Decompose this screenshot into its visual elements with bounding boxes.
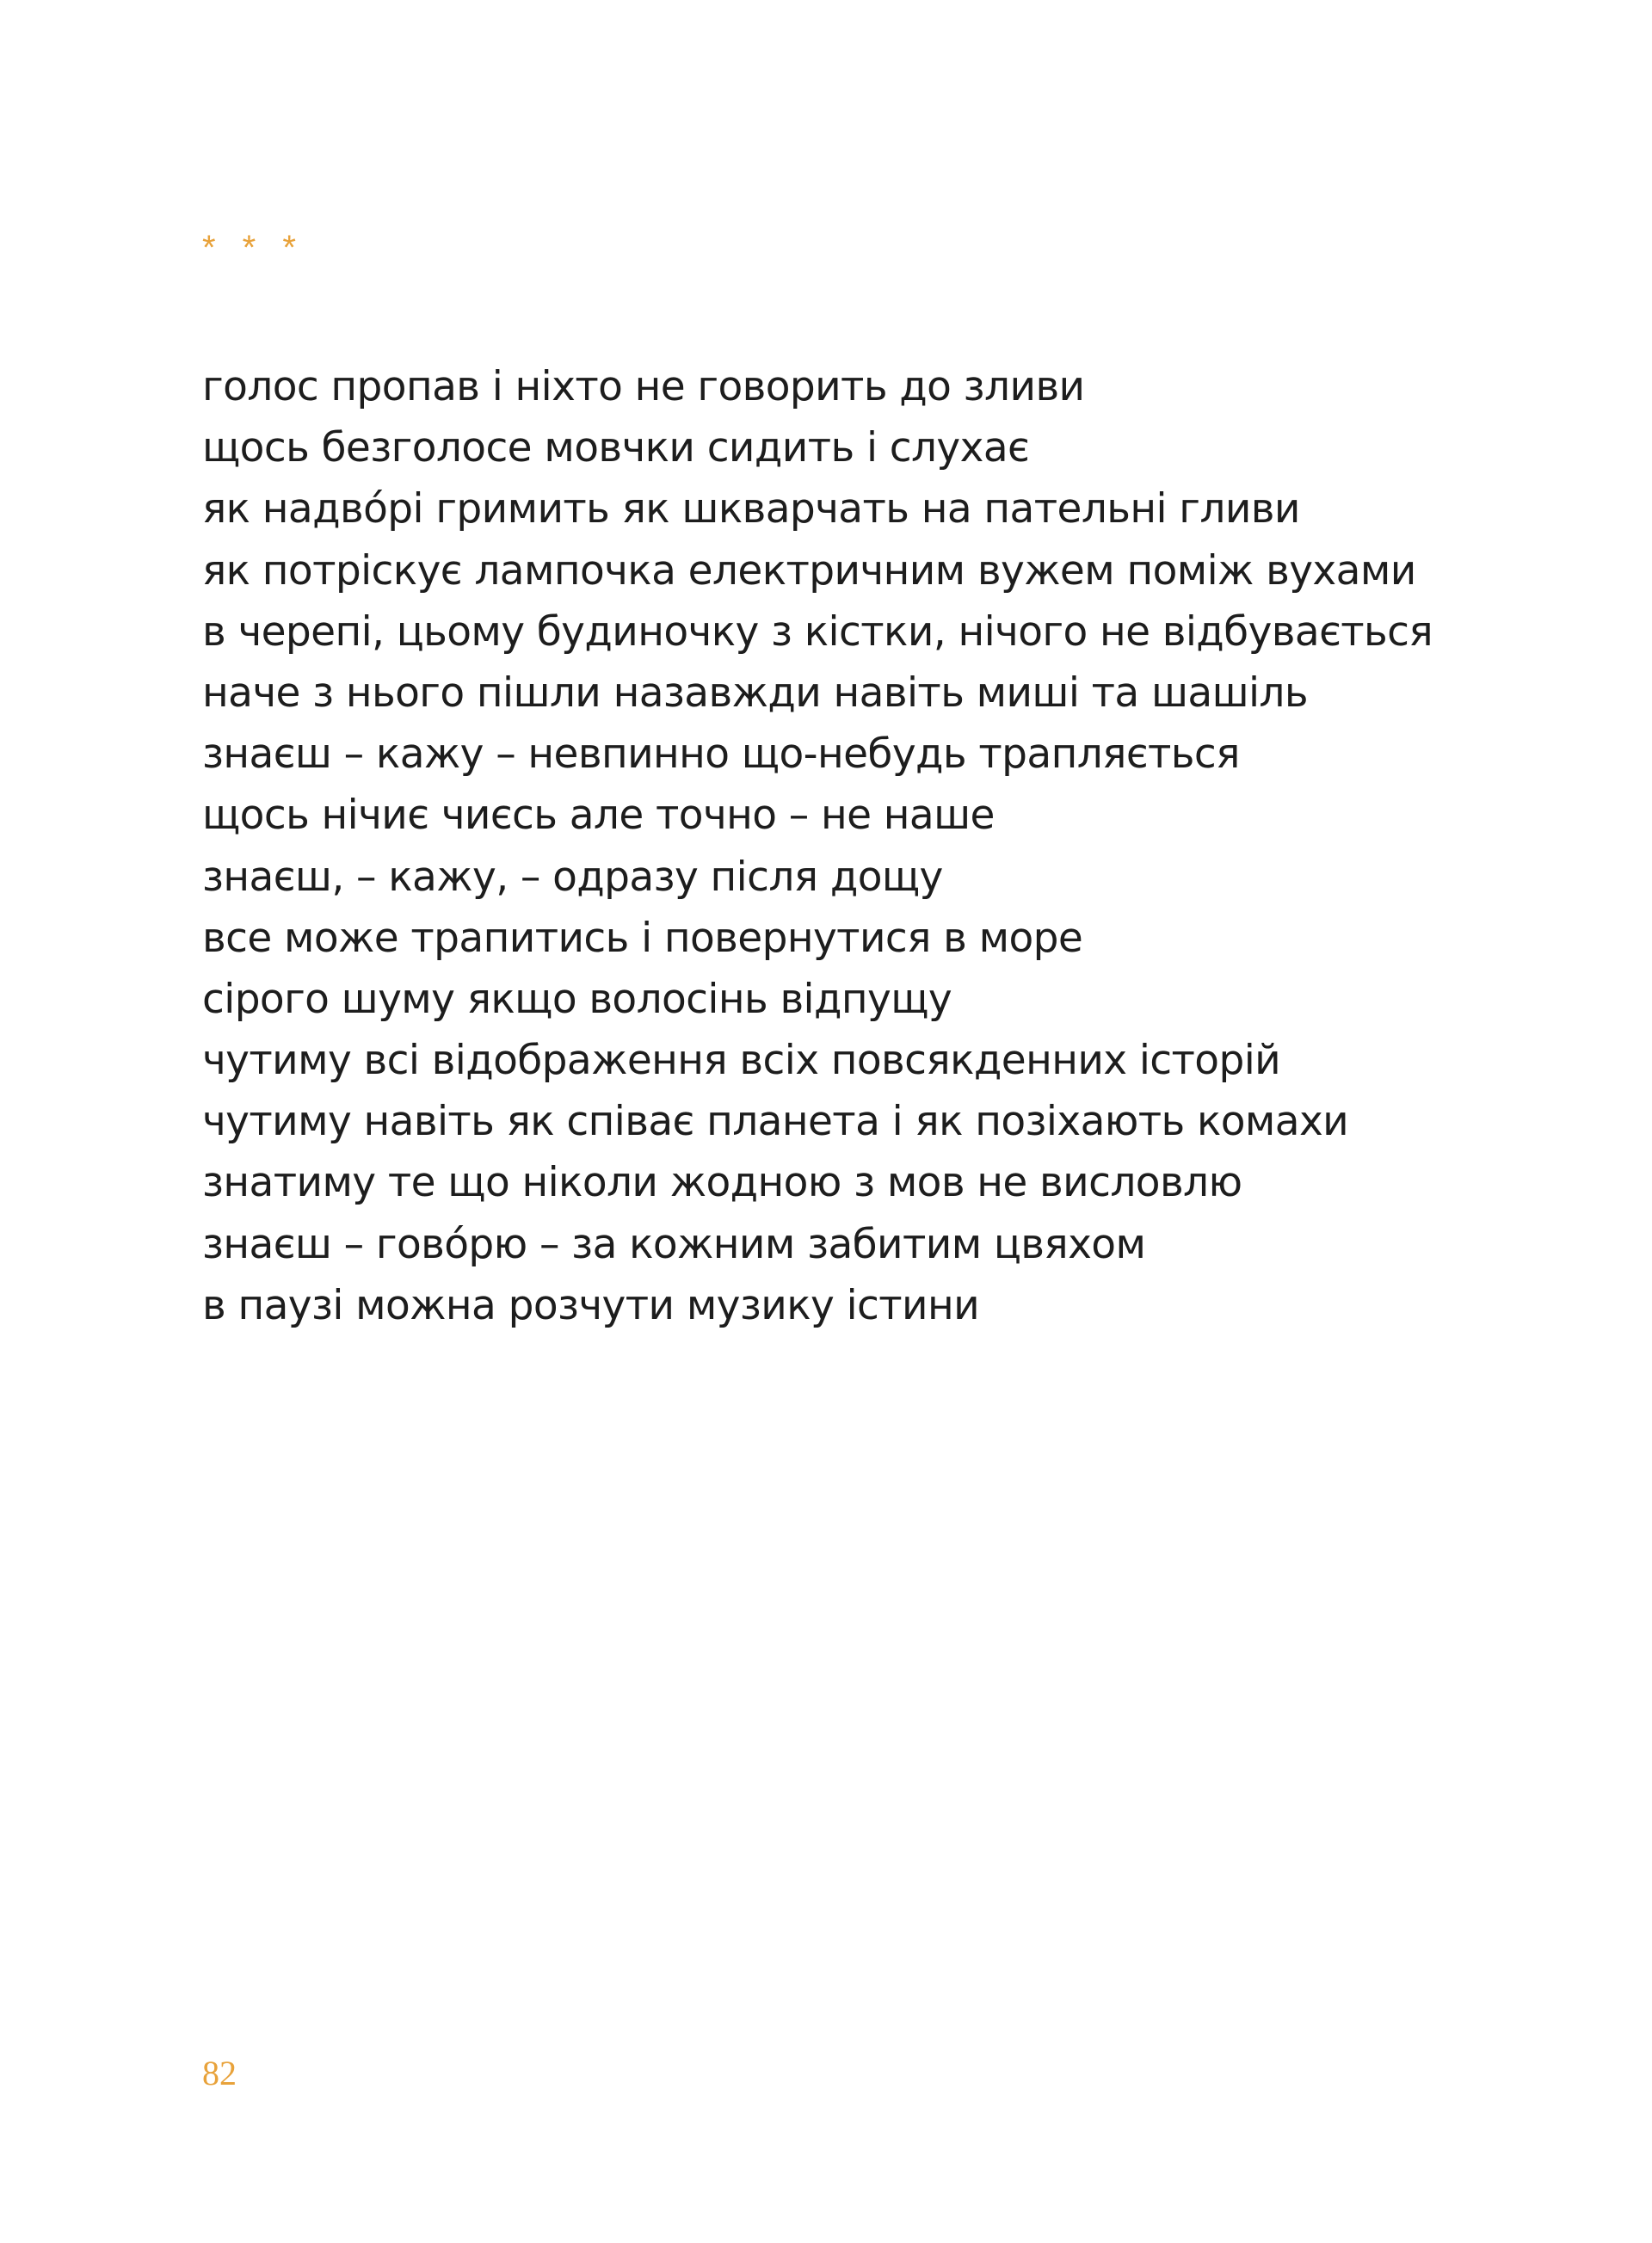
poem-line: знаєш – кажу – невпинно що-небудь трапляється — [202, 730, 1240, 779]
poem-line: як потріскує лампочка електричним вужем поміж вухами — [202, 546, 1416, 595]
poem-line: знаєш, – кажу, – одразу після дощу — [202, 853, 943, 901]
poem-line: сірого шуму якщо волосінь відпущу — [202, 975, 952, 1023]
poem-line: чутиму всі відображення всіх повсякденних історій — [202, 1037, 1281, 1085]
poem-line: знатиму те що ніколи жодною з мов не висловлю — [202, 1159, 1242, 1207]
poem-body — [202, 356, 1493, 1336]
poem-line: в паузі можна розчути музику істини — [202, 1281, 980, 1329]
poem-line: знаєш – говóрю – за кожним забитим цвяхом — [202, 1220, 1146, 1268]
poem-line: як надвóрі гримить як шкварчать на пательні гливи — [202, 485, 1300, 533]
poem-line: щось безголосе мовчки сидить і слухає — [202, 424, 1030, 472]
poem-line: щось нічиє чиєсь але точно – не наше — [202, 792, 995, 840]
poem-line: в черепі, цьому будиночку з кістки, нічого не відбувається — [202, 607, 1433, 656]
poem-line: наче з нього пішли назавжди навіть миші та шашіль — [202, 669, 1308, 717]
poem-line: чутиму навіть як співає планета і як позіхають комахи — [202, 1098, 1349, 1146]
poem-line: голос пропав і ніхто не говорить до зливи — [202, 363, 1085, 410]
section-separator: * * * — [202, 229, 305, 267]
poem-line: все може трапитись і повернутися в море — [202, 914, 1083, 962]
page-number: 82 — [202, 2054, 237, 2092]
